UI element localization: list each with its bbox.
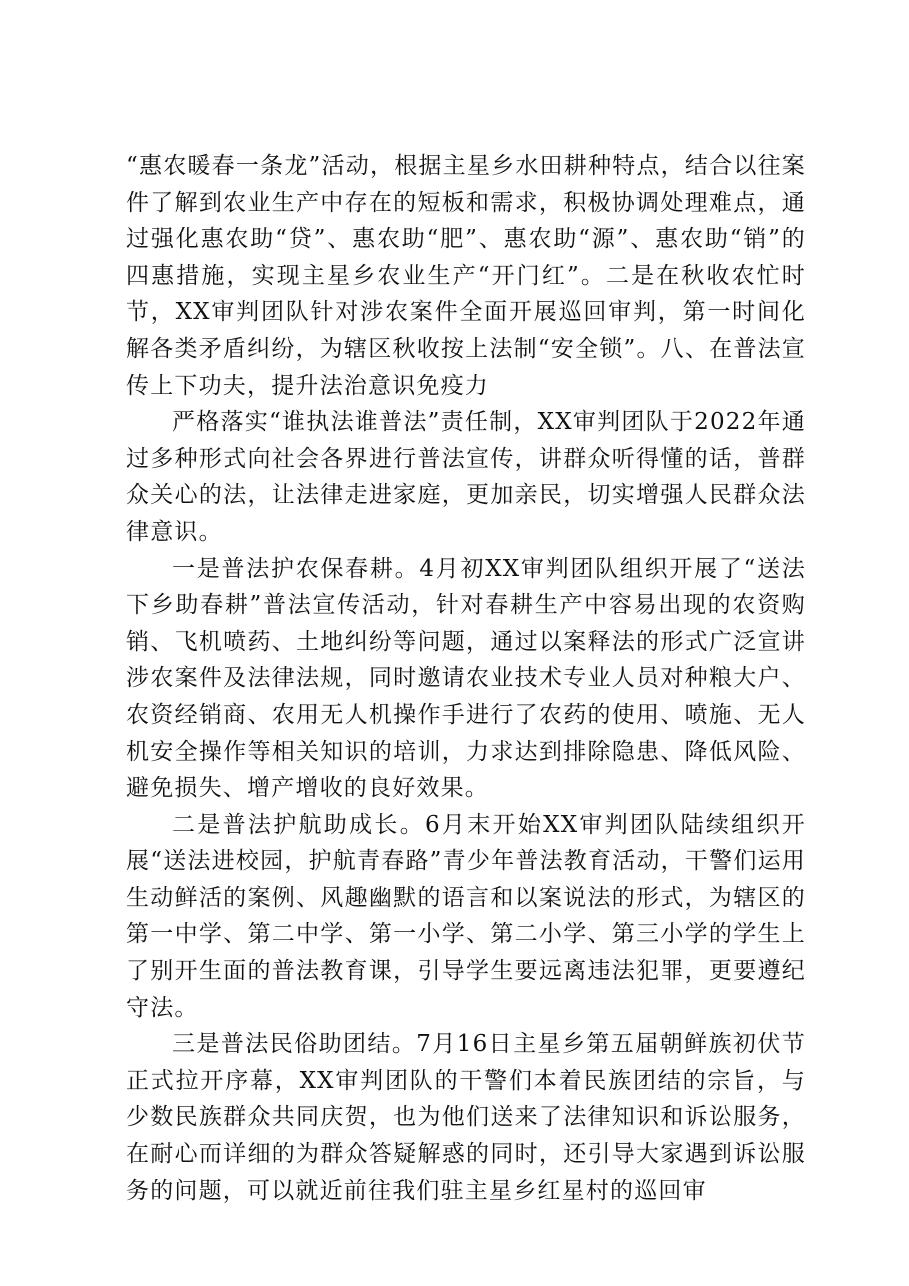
paragraph-2: 严格落实“谁执法谁普法”责任制，XX审判团队于2022年通过多种形式向社会各界进行普法宣传，讲群众听得懂的话，普群众关心的法，让法律走进家庭，更加亲民，切实增强人民群众法律意识。: [126, 409, 806, 545]
paragraph-5: 三是普法民俗助团结。7月16日主星乡第五届朝鲜族初伏节正式拉开序幕，XX审判团队的干警们本着民族团结的宗旨，与少数民族群众共同庆贺，也为他们送来了法律知识和诉讼服务，在耐心而详细的为群众答疑解惑的同时，还引导大家遇到诉讼服务的问题，可以就近前往我们驻主星乡红星村的巡回审: [126, 1031, 806, 1204]
document-body: [126, 148, 806, 1209]
paragraph-1: “惠农暖春一条龙”活动，根据主星乡水田耕种特点，结合以往案件了解到农业生产中存在的短板和需求，积极协调处理难点，通过强化惠农助“贷”、惠农助“肥”、惠农助“源”、惠农助“销”的四惠措施，实现主星乡农业生产“开门红”。二是在秋收农忙时节，XX审判团队针对涉农案件全面开展巡回审判，第一时间化解各类矛盾纠纷，为辖区秋收按上法制“安全锁”。八、在普法宣传上下功夫，提升法治意识免疫力: [126, 153, 806, 399]
paragraph-3: 一是普法护农保春耕。4月初XX审判团队组织开展了“送法下乡助春耕”普法宣传活动，针对春耕生产中容易出现的农资购销、飞机喷药、土地纠纷等问题，通过以案释法的形式广泛宣讲涉农案件及法律法规，同时邀请农业技术专业人员对种粮大户、农资经销商、农用无人机操作手进行了农药的使用、喷施、无人机安全操作等相关知识的培训，力求达到排除隐患、降低风险、避免损失、增产增收的良好效果。: [126, 555, 806, 802]
paragraph-4: 二是普法护航助成长。6月末开始XX审判团队陆续组织开展“送法进校园，护航青春路”青少年普法教育活动，干警们运用生动鲜活的案例、风趣幽默的语言和以案说法的形式，为辖区的第一中学、第二中学、第一小学、第二小学、第三小学的学生上了别开生面的普法教育课，引导学生要远离违法犯罪，更要遵纪守法。: [126, 811, 806, 1021]
